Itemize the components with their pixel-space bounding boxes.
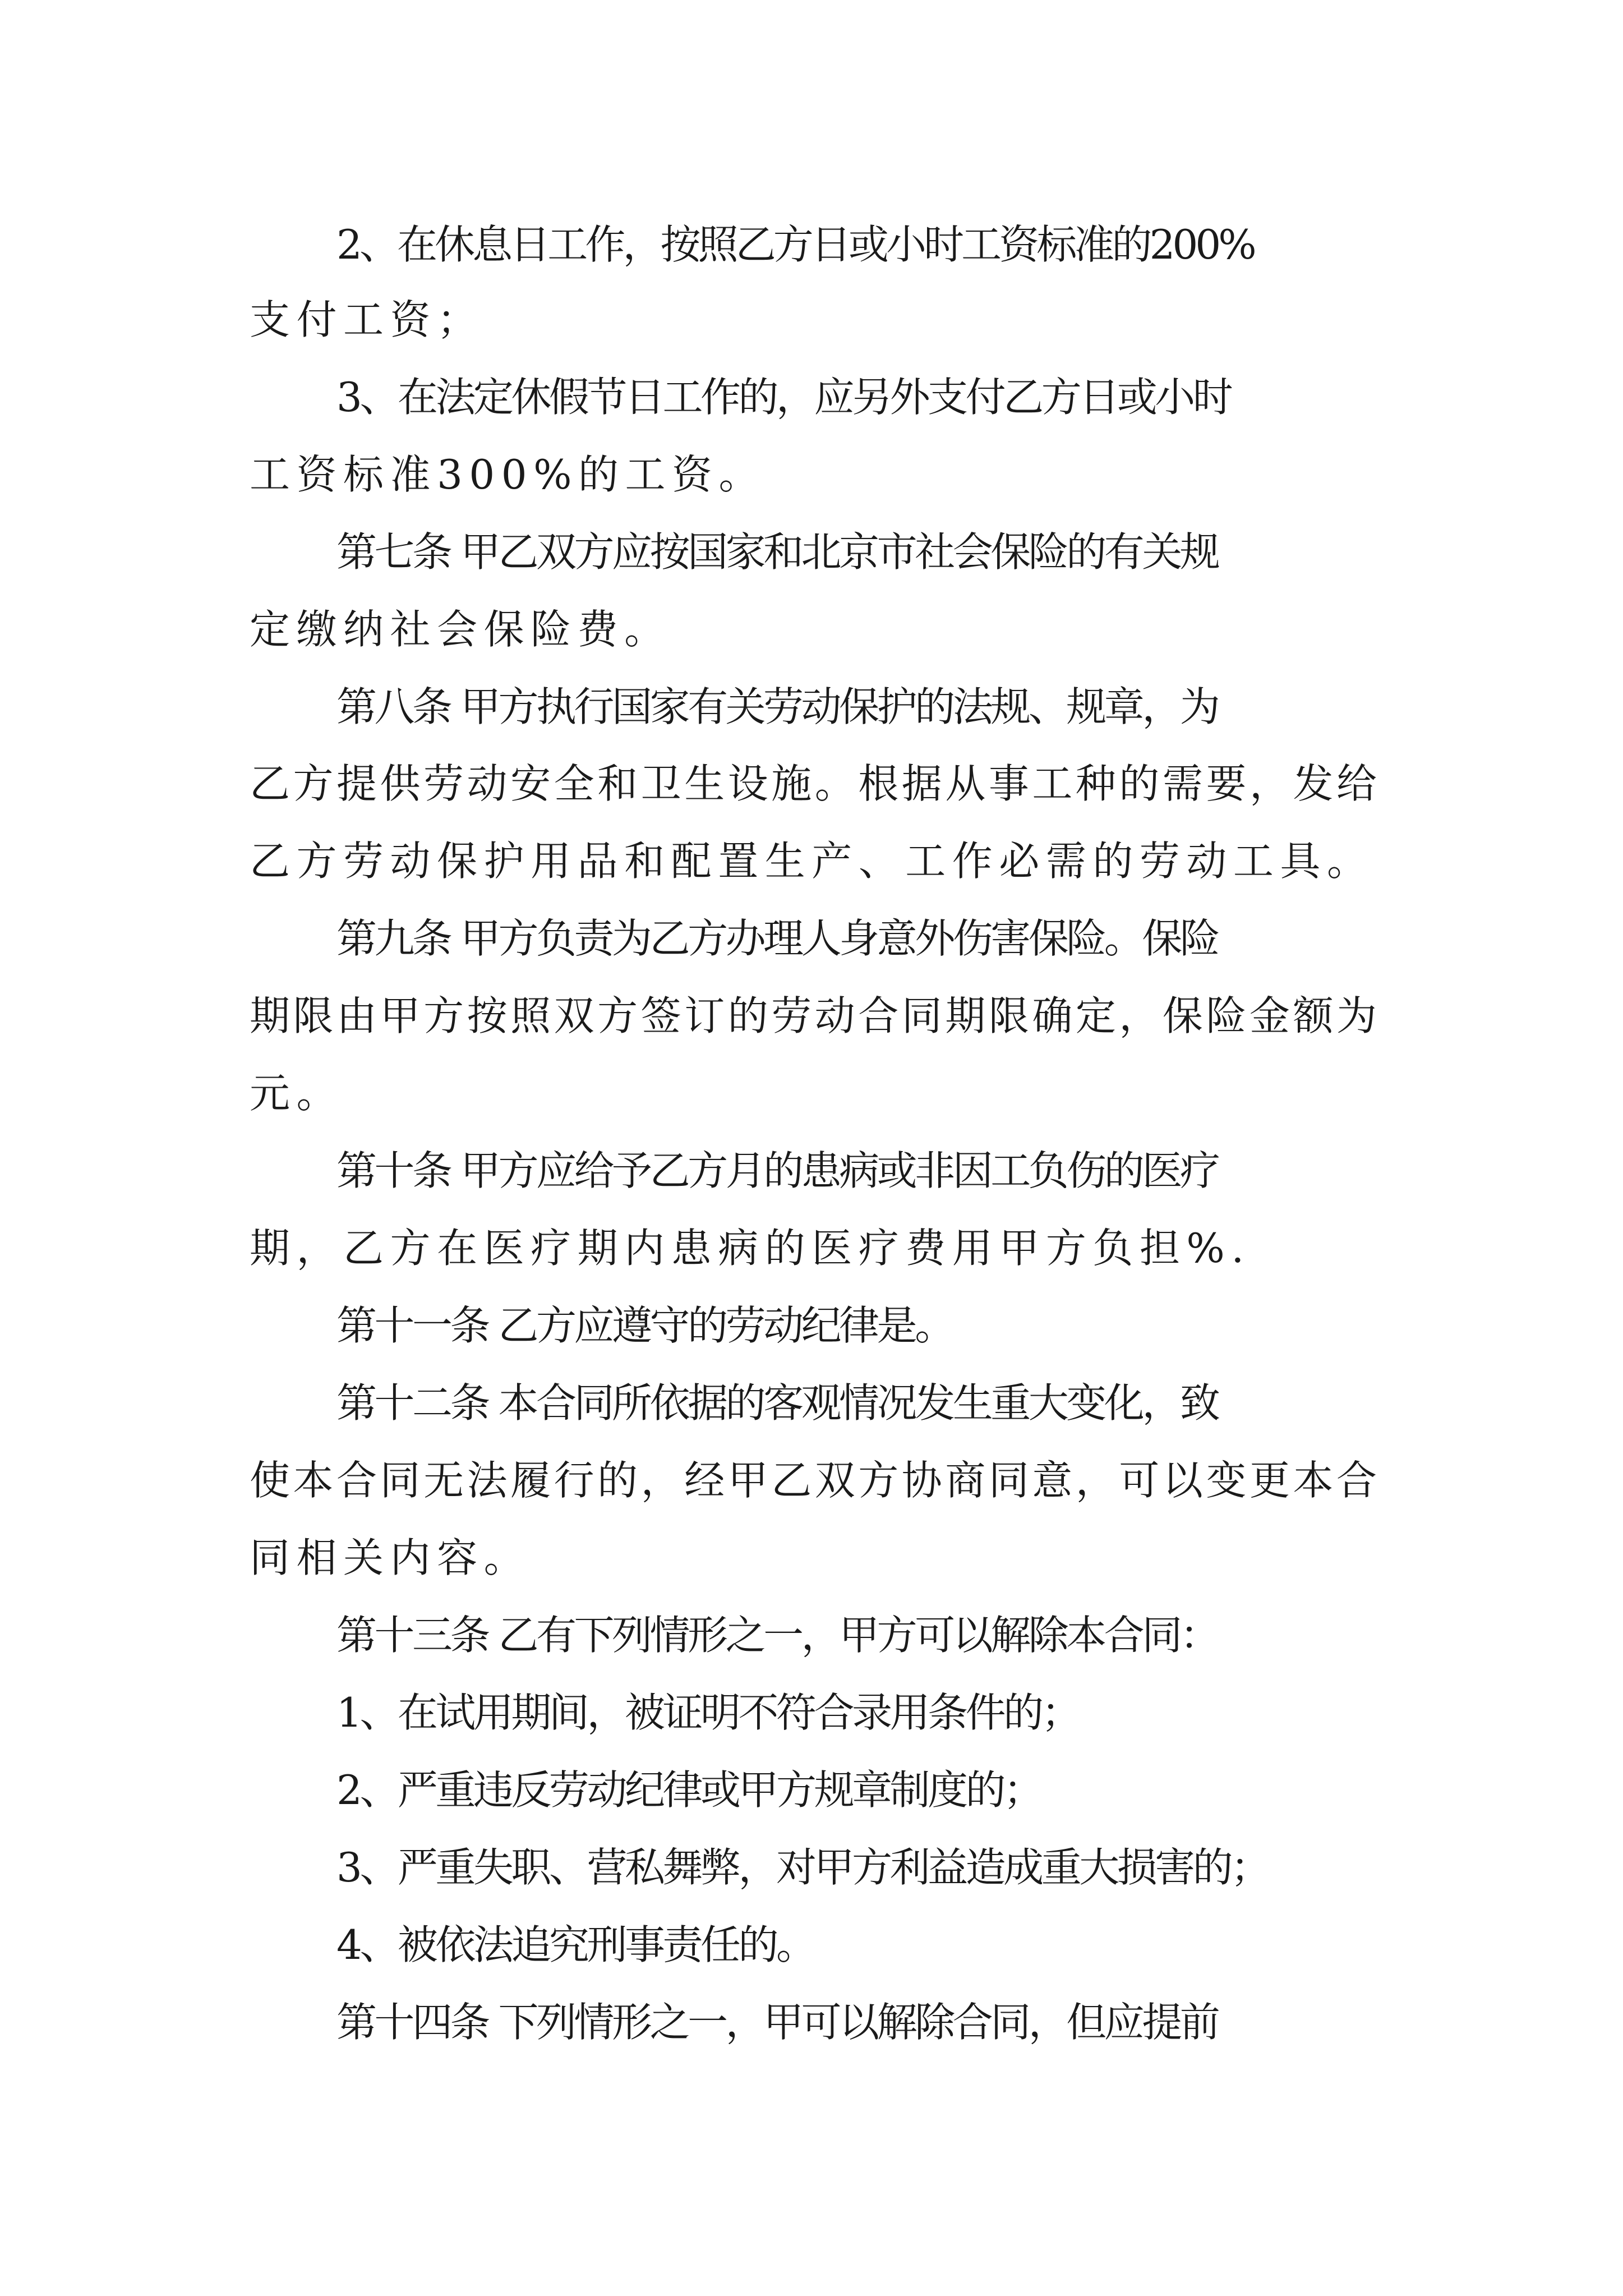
text-line: 支付工资； — [250, 296, 484, 343]
text-line: 期限由甲方按照双方签订的劳动合同期限确定，保险金额为 — [250, 992, 1380, 1039]
text-line: 第十二条 本合同所依据的客观情况发生重大变化，致 — [336, 1379, 1218, 1427]
text-line: 3、在法定休假节日工作的，应另外支付乙方日或小时 — [336, 374, 1231, 421]
text-line: 工资标准300%的工资。 — [250, 451, 766, 498]
text-line: 第九条 甲方负责为乙方办理人身意外伤害保险。保险 — [336, 915, 1218, 962]
text-line: 定缴纳社会保险费。 — [250, 606, 671, 653]
text-line: 第十四条 下列情形之一，甲可以解除合同，但应提前 — [336, 1999, 1218, 2046]
text-line: 乙方劳动保护用品和配置生产、工作必需的劳动工具。 — [250, 838, 1374, 885]
text-line: 2、严重违反劳动纪律或甲方规章制度的； — [336, 1766, 1041, 1814]
text-line: 1、在试用期间，被证明不符合录用条件的； — [336, 1689, 1080, 1736]
text-line: 同相关内容。 — [250, 1534, 531, 1581]
text-line: 使本合同无法履行的，经甲乙双方协商同意，可以变更本合 — [250, 1457, 1380, 1504]
text-line: 第十三条 乙有下列情形之一，甲方可以解除本合同： — [336, 1612, 1218, 1659]
text-line: 2、在休息日工作，按照乙方日或小时工资标准的200% — [336, 221, 1254, 268]
text-line: 乙方提供劳动安全和卫生设施。根据从事工种的需要，发给 — [250, 760, 1380, 807]
text-line: 第八条 甲方执行国家有关劳动保护的法规、规章，为 — [336, 683, 1218, 730]
text-line: 3、严重失职、营私舞弊，对甲方利益造成重大损害的； — [336, 1844, 1269, 1891]
text-line: 第七条 甲乙双方应按国家和北京市社会保险的有关规 — [336, 528, 1218, 576]
text-line: 第十一条 乙方应遵守的劳动纪律是。 — [336, 1302, 953, 1349]
text-line: 4、被依法追究刑事责任的。 — [336, 1921, 814, 1968]
text-line: 第十条 甲方应给予乙方月的患病或非因工负伤的医疗 — [336, 1147, 1218, 1194]
text-line: 元。 — [250, 1070, 344, 1117]
text-line: 期，乙方在医疗期内患病的医疗费用甲方负担%. — [250, 1225, 1251, 1272]
